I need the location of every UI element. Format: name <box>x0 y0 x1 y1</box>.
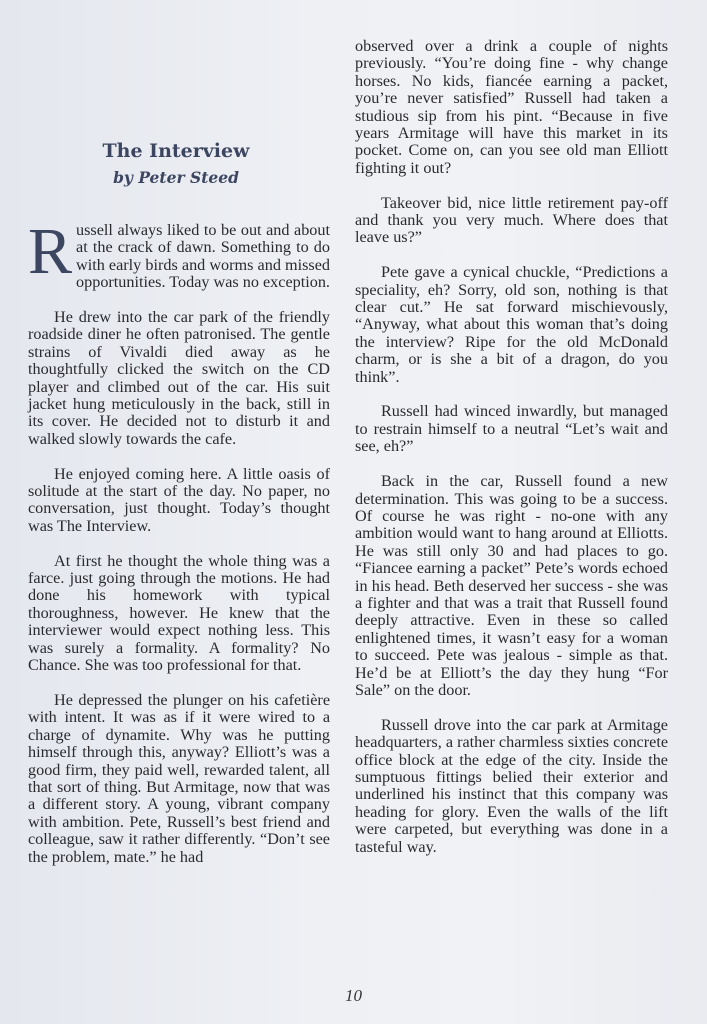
paragraph: He drew into the car park of the friendly roadside diner he often patronised. The gentle strains of Vivaldi died away as he thoughtfully clicked the switch on the CD player and climbed out of the car. His suit jacket hung meticulously in the back, still in its cover. He decided not to disturb it and walked slowly towards the cafe. <box>28 308 330 448</box>
page-number: 10 <box>345 986 362 1005</box>
paragraph: He enjoyed coming here. A little oasis of solitude at the start of the day. No paper, no conversation, just thought. Today’s thought was The Interview. <box>28 464 330 535</box>
drop-cap: R <box>28 215 73 288</box>
article-title: The Interview <box>102 140 250 162</box>
article-byline: by Peter Steed <box>113 168 239 187</box>
paragraph: Takeover bid, nice little retirement pay-off and thank you very much. Where does that leave us?” <box>355 193 668 247</box>
paragraph: observed over a drink a couple of nights previously. “You’re doing fine - why change horses. No kids, fiancée earning a packet, you’re never satisfied” Russell had taken a studious sip from his pint. “Because in five years Armitage will have this market in its pocket. Come on, can you see old man Elliott fighting it out? <box>355 37 668 177</box>
left-column <box>28 215 330 883</box>
paragraph: He depressed the plunger on his cafetière with intent. It was as if it were wired to a charge of dynamite. Why was he putting himself through this, anyway? Elliott’s was a good firm, they paid well, rewarded talent, all that sort of thing. But Armitage, now that was a different story. A young, vibrant company with ambition. Pete, Russell’s best friend and colleague, saw it rather differently. “Don’t see the problem, mate.” he had <box>28 690 330 866</box>
paragraph: Back in the car, Russell found a new determination. This was going to be a success. Of course he was right - no-one with any ambition would want to hang around at Elliotts. He was still only 30 and had places to go. “Fiancee earning a packet” Pete’s words echoed in his head. Beth deserved her success - she was a fighter and that was a trait that Russell found deeply attractive. Even in these so called enlightened times, it wasn’t easy for a woman to succeed. Pete was jealous - simple as that. He’d be at Elliott’s the day they hung “For Sale” on the door. <box>355 472 668 699</box>
article-header <box>60 140 292 187</box>
paragraph: Pete gave a cynical chuckle, “Predictions a speciality, eh? Sorry, old son, nothing is that clear cut.” He sat forward mischievously, “Anyway, what about this woman that’s doing the interview? Ripe for the old McDonald charm, or is she a bit of a dragon, do you think”. <box>355 263 668 386</box>
paragraph <box>28 215 330 292</box>
right-column <box>355 38 668 873</box>
paragraph: At first he thought the whole thing was a farce. just going through the motions. He had done his homework with typical thoroughness, however. He knew that the interviewer would expect nothing less. This was surely a formality. A formality? No Chance. She was too professional for that. <box>28 551 330 675</box>
paragraph: Russell drove into the car park at Armitage headquarters, a rather charmless sixties concrete office block at the edge of the city. Inside the sumptuous fittings belied their exterior and underlined his instinct that this company was heading for glory. Even the walls of the lift were carpeted, but everything was done in a tasteful way. <box>355 715 668 856</box>
paragraph-text: ussell always liked to be out and about at the crack of dawn. Something to do with early birds and worms and missed opportunities. Today was no exception. <box>76 221 330 292</box>
paragraph: Russell had winced inwardly, but managed to restrain himself to a neutral “Let’s wait and see, eh?” <box>355 402 668 456</box>
